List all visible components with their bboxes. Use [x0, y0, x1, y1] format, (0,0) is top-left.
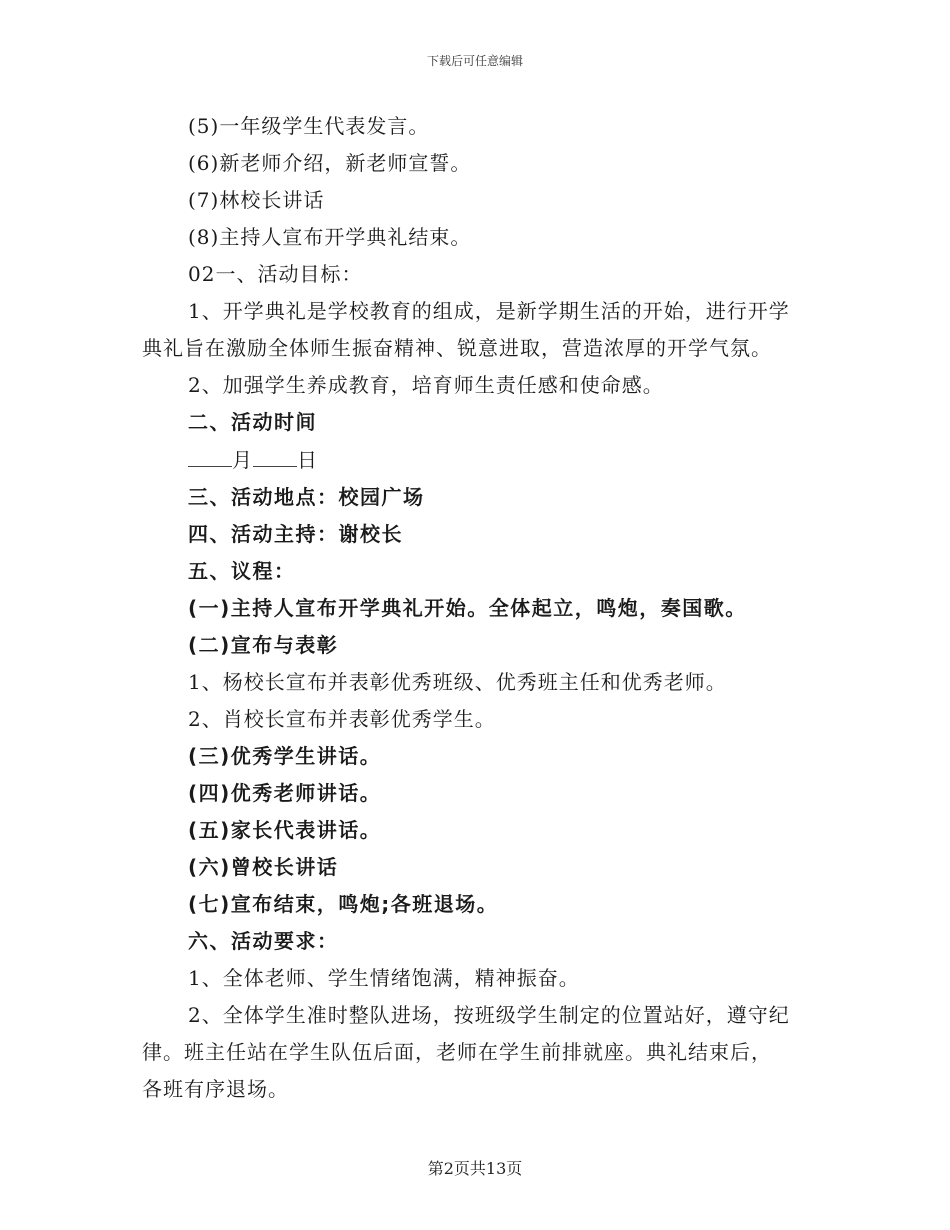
- agenda-item-8: (8)主持人宣布开学典礼结束。: [188, 225, 472, 249]
- agenda-step-2-item-1: 1、杨校长宣布并表彰优秀班级、优秀班主任和优秀老师。: [188, 670, 727, 694]
- page-header: 下载后可任意编辑: [426, 54, 523, 68]
- agenda-item-5: (5)一年级学生代表发言。: [188, 114, 430, 138]
- day-label: 日: [297, 448, 318, 472]
- section-heading-agenda: 五、议程：: [188, 559, 296, 583]
- agenda-item-6: (6)新老师介绍，新老师宣誓。: [188, 151, 472, 175]
- section-heading-host: 四、活动主持：谢校长: [188, 522, 403, 546]
- date-blank-line: [188, 448, 318, 472]
- requirement-2-line-2: 律。班主任站在学生队伍后面，老师在学生前排就座。典礼结束后，: [142, 1040, 772, 1064]
- paragraph-goal-1-line-2: 典礼旨在激励全体师生振奋精神、锐意进取，营造浓厚的开学气氛。: [142, 336, 772, 360]
- day-blank: [253, 448, 297, 467]
- paragraph-goal-1-line-1: 1、开学典礼是学校教育的组成，是新学期生活的开始，进行开学: [188, 299, 790, 323]
- requirement-1: 1、全体老师、学生情绪饱满，精神振奋。: [188, 966, 580, 990]
- agenda-step-4: (四)优秀老师讲话。: [188, 781, 382, 805]
- page-number: 第2页共13页: [427, 1159, 523, 1178]
- section-heading-location: 三、活动地点：校园广场: [188, 485, 425, 509]
- section-heading-requirements: 六、活动要求：: [188, 929, 339, 953]
- agenda-item-7: (7)林校长讲话: [188, 188, 325, 212]
- section-heading-time: 二、活动时间: [188, 410, 317, 434]
- agenda-step-5: (五)家长代表讲话。: [188, 818, 382, 842]
- agenda-step-2: (二)宣布与表彰: [188, 633, 339, 657]
- month-blank: [188, 448, 232, 467]
- month-label: 月: [232, 448, 253, 472]
- agenda-step-3: (三)优秀学生讲话。: [188, 744, 382, 768]
- agenda-step-7: (七)宣布结束，鸣炮;各班退场。: [188, 892, 499, 916]
- agenda-step-2-item-2: 2、肖校长宣布并表彰优秀学生。: [188, 707, 496, 731]
- agenda-step-1: (一)主持人宣布开学典礼开始。全体起立，鸣炮，奏国歌。: [188, 596, 747, 620]
- section-heading-goals: 02一、活动目标：: [188, 262, 363, 286]
- agenda-step-6: (六)曾校长讲话: [188, 855, 339, 879]
- requirement-2-line-1: 2、全体学生准时整队进场，按班级学生制定的位置站好，遵守纪: [188, 1003, 790, 1027]
- requirement-2-line-3: 各班有序退场。: [142, 1077, 289, 1101]
- paragraph-goal-2: 2、加强学生养成教育，培育师生责任感和使命感。: [188, 373, 664, 397]
